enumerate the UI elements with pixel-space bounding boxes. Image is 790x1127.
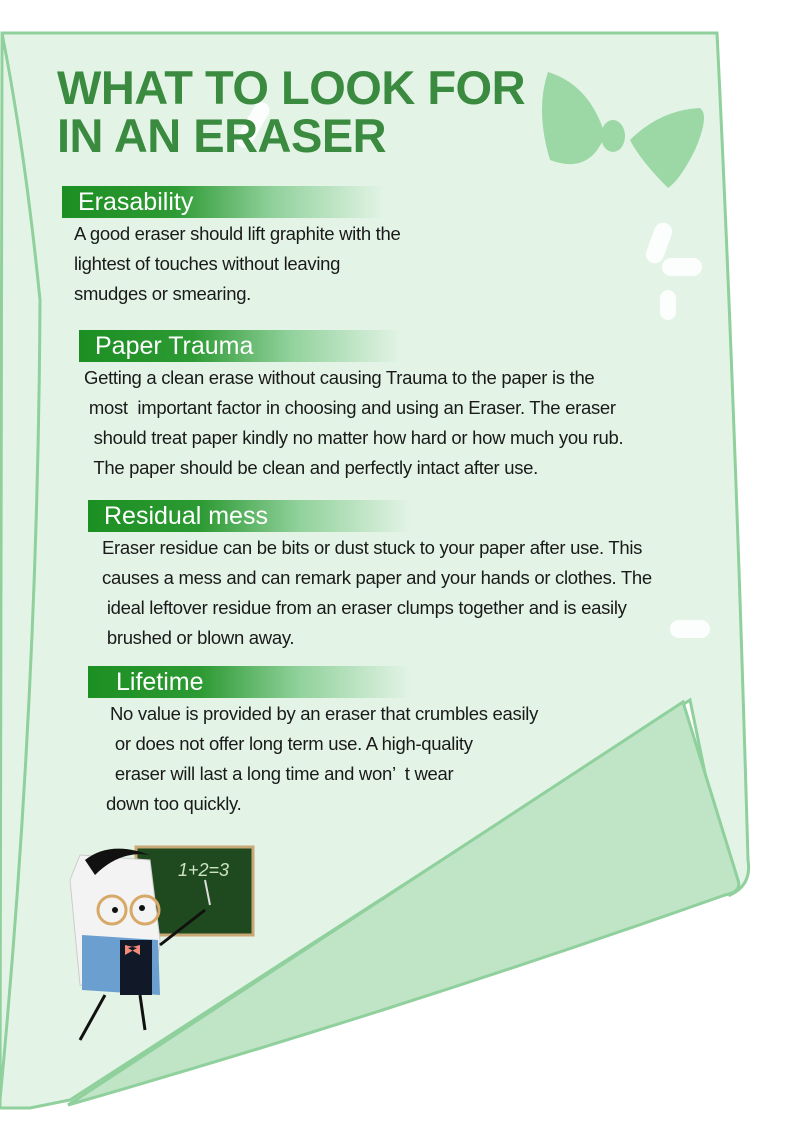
body-line: eraser will last a long time and won’ t wear	[110, 763, 454, 784]
body-line: most important factor in choosing and using an Eraser. The eraser	[84, 397, 616, 418]
section-heading-lifetime: Lifetime	[88, 666, 410, 698]
body-line: Eraser residue can be bits or dust stuck to your paper after use. This	[102, 537, 643, 558]
section-heading-residual-mess: Residual mess	[88, 500, 410, 532]
body-line: or does not offer long term use. A high-quality	[110, 733, 473, 754]
section-heading-erasability: Erasability	[62, 186, 384, 218]
body-line: down too quickly.	[106, 793, 242, 814]
section-heading-paper-trauma: Paper Trauma	[79, 330, 401, 362]
body-line: Getting a clean erase without causing Trauma to the paper is the	[84, 367, 595, 388]
title-line-1: WHAT TO LOOK FOR	[57, 61, 526, 114]
body-line: lightest of touches without leaving	[74, 253, 341, 274]
section-body-lifetime	[106, 699, 539, 819]
body-line: No value is provided by an eraser that crumbles easily	[110, 703, 539, 724]
body-line: ideal leftover residue from an eraser clumps together and is easily	[102, 597, 627, 618]
section-body-erasability	[74, 219, 400, 309]
body-line: smudges or smearing.	[74, 283, 252, 304]
section-body-paper-trauma	[84, 363, 623, 483]
section-body-residual-mess	[102, 533, 652, 653]
chalkboard-text: 1+2=3	[178, 860, 230, 880]
body-line: A good eraser should lift graphite with the	[74, 223, 401, 244]
page-title	[57, 61, 526, 162]
body-line: should treat paper kindly no matter how hard or how much you rub.	[84, 427, 624, 448]
body-line: The paper should be clean and perfectly intact after use.	[84, 457, 539, 478]
title-line-2: IN AN ERASER	[57, 109, 387, 162]
body-line: causes a mess and can remark paper and your hands or clothes. The	[102, 567, 652, 588]
body-line: brushed or blown away.	[102, 627, 295, 648]
